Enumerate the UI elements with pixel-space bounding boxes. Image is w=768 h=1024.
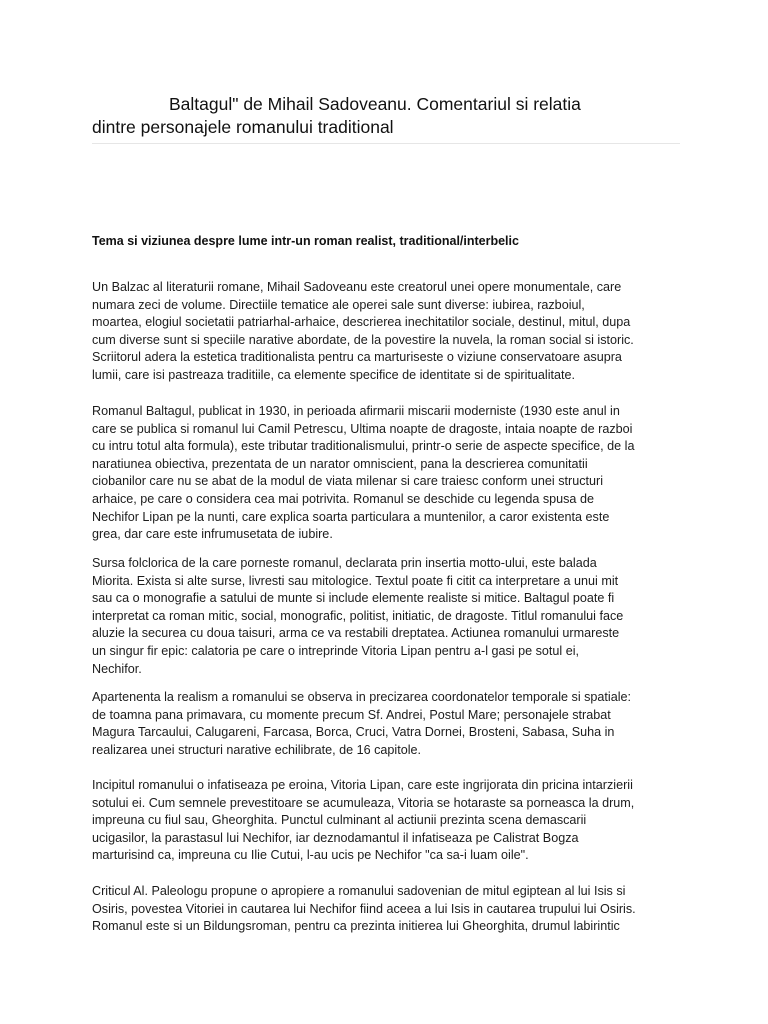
- paragraph-6: [92, 883, 680, 936]
- paragraph-line: realizarea unei structuri narative echilibrate, de 16 capitole.: [92, 742, 422, 757]
- paragraph-line: Romanul este si un Bildungsroman, pentru ca prezinta initierea lui Gheorghita, drumul labirintic: [92, 919, 620, 934]
- paragraph-line: naratiunea obiectiva, prezentata de un narator omniscient, pana la descrierea comunitatii: [92, 456, 588, 471]
- paragraph-2: [92, 403, 680, 544]
- paragraph-5: [92, 777, 680, 865]
- paragraph-line: numara zeci de volume. Directiile tematice ale operei sale sunt diverse: iubirea, razboiul,: [92, 297, 585, 312]
- paragraph-line: Incipitul romanului o infatiseaza pe eroina, Vitoria Lipan, care este ingrijorata din pricina intarzierii: [92, 778, 633, 792]
- paragraph-line: Scriitorul adera la estetica traditionalista pentru ca marturiseste o viziune conservatoare asupra: [92, 350, 622, 365]
- paragraph-line: un singur fir epic: calatoria pe care o intreprinde Vitoria Lipan pentru a-l gasi pe sotul ei,: [92, 643, 580, 658]
- paragraph-line: cum diverse sunt si speciile narative abordate, de la povestire la nuvela, la roman social si istoric.: [92, 332, 634, 347]
- paragraph-line: care se publica si romanul lui Camil Petrescu, Ultima noapte de dragoste, intaia noapte de razboi: [92, 421, 633, 436]
- paragraph-line: aluzie la securea cu doua taisuri, arma ce va restabili dreptatea. Actiunea romanului urmareste: [92, 626, 620, 641]
- document-title: [92, 93, 680, 139]
- paragraph-line: marturisind ca, impreuna cu Ilie Cutui, l-au ucis pe Nechifor "ca sa-i luam oile".: [92, 848, 529, 863]
- paragraph-line: Romanul Baltagul, publicat in 1930, in perioada afirmarii miscarii moderniste (1930 este anul in: [92, 404, 620, 418]
- paragraph-line: arhaice, pe care o considera cea mai potrivita. Romanul se deschide cu legenda spusa de: [92, 491, 594, 506]
- paragraph-line: Miorita. Exista si alte surse, livresti sau mitologice. Textul poate fi citit ca interpretare a unui mit: [92, 573, 619, 588]
- paragraph-line: sau ca o monografie a satului de munte si include elemente realiste si mitice. Baltagul poate fi: [92, 591, 615, 606]
- title-line-1: Baltagul" de Mihail Sadoveanu. Comentariul si relatia: [169, 94, 581, 114]
- paragraph-line: interpretat ca roman mitic, social, monografic, politist, initiatic, de dragoste. Titlul romanului face: [92, 608, 624, 623]
- paragraph-4: [92, 689, 680, 759]
- paragraph-line: Osiris, povestea Vitoriei in cautarea lui Nechifor fiind aceea a lui Isis in cautarea trupului lui Osiris.: [92, 901, 636, 916]
- paragraph-line: ucigasilor, la parastasul lui Nechifor, iar deznodamantul il infatiseaza pe Calistrat Bogza: [92, 830, 579, 845]
- paragraph-line: Magura Tarcaului, Calugareni, Farcasa, Borca, Cruci, Vatra Dornei, Brosteni, Sabasa, Suha in: [92, 725, 615, 740]
- paragraph-line: Nechifor.: [92, 661, 142, 676]
- paragraph-3: [92, 555, 680, 678]
- paragraph-line: de toamna pana primavara, cu momente precum Sf. Andrei, Postul Mare; personajele strabat: [92, 707, 611, 722]
- paragraph-line: sotului ei. Cum semnele prevestitoare se acumuleaza, Vitoria se hotaraste sa porneasca la drum,: [92, 795, 635, 810]
- section-heading: Tema si viziunea despre lume intr-un roman realist, traditional/interbelic: [92, 234, 519, 248]
- paragraph-line: grea, dar care este infrumusetata de iubire.: [92, 527, 333, 542]
- paragraph-line: impreuna cu fiul sau, Gheorghita. Punctul culminant al actiunii prezinta scena demascarii: [92, 813, 587, 828]
- document-title-block: [92, 93, 680, 144]
- paragraph-line: Nechifor Lipan pe la nunti, care explica soarta particulara a muntenilor, a caror existenta este: [92, 509, 610, 524]
- paragraph-line: Sursa folclorica de la care porneste romanul, declarata prin insertia motto-ului, este balada: [92, 556, 597, 570]
- paragraph-line: cu intru totul alta formula), este tributar traditionalismului, printr-o serie de aspecte specifice, de la: [92, 439, 635, 454]
- paragraph-1: [92, 279, 680, 385]
- paragraph-line: lumii, care isi pastreaza traditiile, ca elemente specifice de identitate si de spiritualitate.: [92, 367, 575, 382]
- paragraph-line: Un Balzac al literaturii romane, Mihail Sadoveanu este creatorul unei opere monumentale, care: [92, 280, 622, 294]
- paragraph-line: moartea, elogiul societatii patriarhal-arhaice, descrierea inechitatilor sociale, destinul, mitul, dupa: [92, 315, 631, 330]
- title-line-2: dintre personajele romanului traditional: [92, 117, 394, 137]
- paragraph-line: ciobanilor care nu se abat de la modul de viata milenar si care traiesc conform unei structuri: [92, 474, 603, 489]
- paragraph-line: Criticul Al. Paleologu propune o apropiere a romanului sadovenian de mitul egiptean al lui Isis si: [92, 884, 626, 898]
- paragraph-line: Apartenenta la realism a romanului se observa in precizarea coordonatelor temporale si spatiale:: [92, 690, 632, 704]
